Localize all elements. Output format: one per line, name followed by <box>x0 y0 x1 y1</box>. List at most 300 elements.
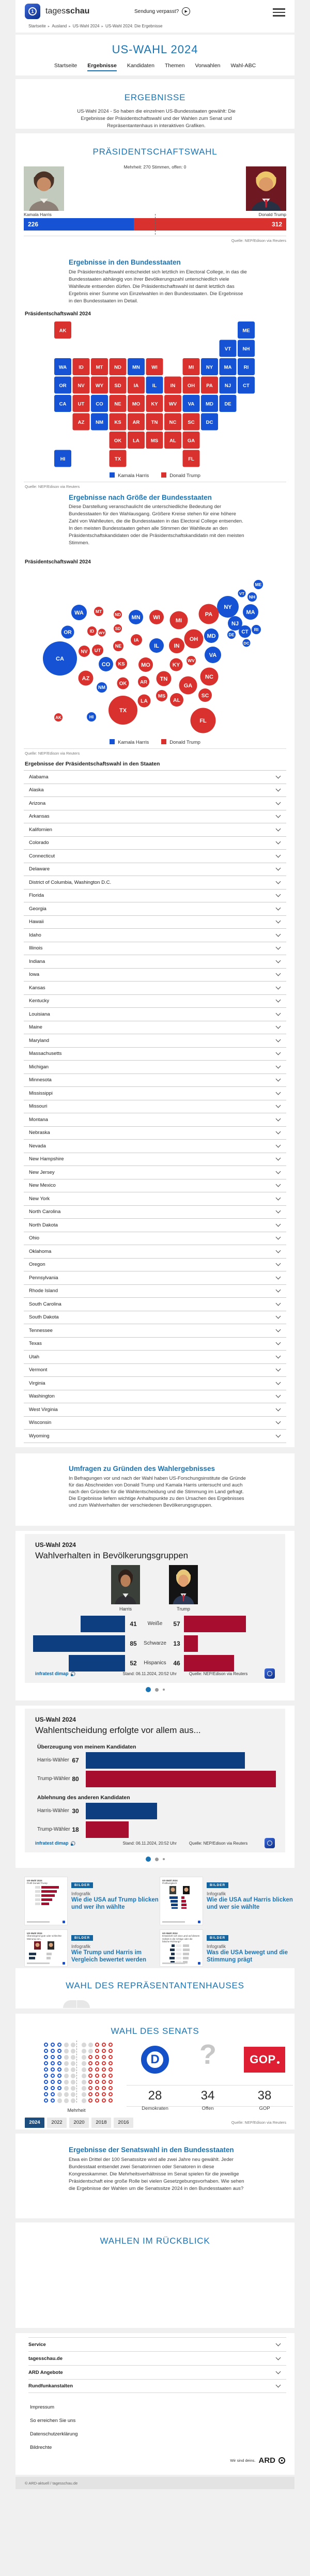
svg-text:WA: WA <box>58 364 67 371</box>
accordion-row-oklahoma[interactable] <box>24 1245 286 1259</box>
svg-text:WV: WV <box>188 658 195 664</box>
svg-text:CO: CO <box>101 661 111 668</box>
accordion-row-new-hampshire[interactable] <box>24 1153 286 1167</box>
accordion-row-washington[interactable] <box>24 1390 286 1404</box>
senate-seat-open <box>71 2074 75 2078</box>
svg-text:NM: NM <box>96 420 103 425</box>
senate-seat-gop <box>102 2098 106 2103</box>
trump-bar <box>184 1616 246 1632</box>
accordion-row-wisconsin[interactable] <box>24 1417 286 1430</box>
svg-text:MN: MN <box>131 614 141 621</box>
svg-text:NE: NE <box>114 401 121 407</box>
accordion-row-nebraska[interactable] <box>24 1127 286 1140</box>
footer-accordion-service[interactable] <box>28 2337 286 2351</box>
footer-links <box>30 2404 78 2458</box>
chevron-down-icon <box>276 866 281 871</box>
accordion-row-new-jersey[interactable] <box>24 1166 286 1179</box>
svg-text:OK: OK <box>114 438 122 444</box>
accordion-row-alaska[interactable] <box>24 784 286 798</box>
harris-column-label: Harris <box>119 1606 132 1612</box>
year-button-2020[interactable]: 2020 <box>69 2118 89 2128</box>
chevron-down-icon <box>276 1406 281 1411</box>
democrats-logo: D <box>141 2046 169 2074</box>
footer-accordion <box>28 2337 286 2393</box>
svg-text:RI: RI <box>243 364 249 371</box>
senate-seat-dem <box>57 2080 61 2084</box>
accordion-row-iowa[interactable] <box>24 969 286 982</box>
svg-text:MT: MT <box>95 609 102 615</box>
state-name: South Dakota <box>29 1314 59 1321</box>
senate-seat-dem <box>57 2074 61 2078</box>
senate-seat-open <box>82 2074 86 2078</box>
state-name: New Mexico <box>29 1183 56 1189</box>
ergebnisse-card <box>16 79 295 129</box>
footer-link-so-erreichen-sie-uns[interactable]: So erreichen Sie uns <box>30 2418 76 2424</box>
svg-text:CO: CO <box>96 401 103 407</box>
gop-count: 38 <box>236 2085 293 2107</box>
svg-text:AZ: AZ <box>82 675 90 682</box>
senate-seat-gop <box>109 2061 113 2065</box>
accordion-row-tennessee[interactable] <box>24 1324 286 1338</box>
senate-seat-open <box>71 2067 75 2072</box>
tab-themen[interactable]: Themen <box>164 63 185 69</box>
states-accordion <box>24 770 286 1443</box>
source-note: Quelle: NEP/Edison via Reuters <box>231 2120 286 2125</box>
carousel-dot[interactable] <box>163 1689 165 1691</box>
senate-heading: WAHL DES SENATS <box>111 2026 199 2036</box>
senate-seat-dem <box>44 2043 48 2047</box>
chevron-down-icon <box>276 958 281 963</box>
accordion-row-north-dakota[interactable] <box>24 1219 286 1232</box>
svg-text:GA: GA <box>187 438 195 444</box>
accordion-row-massachusetts[interactable] <box>24 1048 286 1061</box>
svg-text:MD: MD <box>207 633 216 639</box>
svg-text:LA: LA <box>141 698 148 704</box>
svg-text:OH: OH <box>189 636 198 642</box>
ard-logo-icon <box>265 1838 275 1848</box>
accordion-row-district-of-columbia-washington-d-c-[interactable] <box>24 876 286 890</box>
svg-text:MA: MA <box>224 364 232 371</box>
state-name: Illinois <box>29 945 43 952</box>
svg-text:NC: NC <box>205 673 213 680</box>
teaser-text[interactable] <box>207 1879 296 1911</box>
breadcrumb-item[interactable]: US-Wahl 2024 <box>72 24 100 28</box>
footer-accordion-ard-angebote[interactable] <box>28 2365 286 2379</box>
accordion-row-maryland[interactable] <box>24 1034 286 1048</box>
senate-seat-gop <box>109 2098 113 2103</box>
chevron-down-icon <box>276 787 281 792</box>
bilder-badge: BILDER <box>207 1882 228 1888</box>
harris-name: Kamala Harris <box>24 212 52 217</box>
chevron-down-icon <box>276 1367 281 1372</box>
source-note: Quelle: NEP/Edison via Reuters <box>189 1841 248 1846</box>
accordion-row-rhode-island[interactable] <box>24 1285 286 1298</box>
senate-seat-gop <box>102 2092 106 2096</box>
breadcrumb-item[interactable]: Ausland <box>52 24 67 28</box>
senate-seat-open <box>82 2092 86 2097</box>
trump-photo <box>246 166 286 211</box>
footer-accordion-rundfunkanstalten[interactable] <box>28 2379 286 2393</box>
svg-text:WA: WA <box>74 609 84 616</box>
tab-startseite[interactable]: Startseite <box>54 63 78 69</box>
accordion-row-kentucky[interactable] <box>24 995 286 1008</box>
svg-text:ND: ND <box>114 364 121 371</box>
accordion-row-louisiana[interactable] <box>24 1008 286 1021</box>
senate-seat-open <box>57 2092 62 2097</box>
svg-text:AR: AR <box>132 420 140 425</box>
copyright-bar <box>16 2477 295 2489</box>
carousel-dot[interactable] <box>146 1857 151 1862</box>
accordion-row-oregon[interactable] <box>24 1259 286 1272</box>
senate-seat-gop <box>88 2098 92 2103</box>
svg-text:KS: KS <box>114 420 121 425</box>
house-heading: WAHL DES REPRÄSENTANTENHAUSES <box>66 1981 244 1990</box>
chevron-down-icon <box>276 1235 281 1240</box>
chevron-down-icon <box>276 1050 281 1055</box>
chevron-down-icon <box>276 931 281 937</box>
svg-text:FL: FL <box>188 456 194 462</box>
carousel-dot[interactable] <box>155 1688 159 1692</box>
menu-button[interactable] <box>273 6 285 19</box>
senate-seat-gop <box>109 2080 113 2084</box>
reasons-card <box>16 1706 295 1868</box>
state-name: Colorado <box>29 840 49 846</box>
tab-wahl-abc[interactable]: Wahl-ABC <box>230 63 256 69</box>
accordion-row-alabama[interactable] <box>24 771 286 784</box>
accordion-row-south-carolina[interactable] <box>24 1298 286 1311</box>
reason-bar <box>86 1752 245 1769</box>
chevron-down-icon <box>276 1208 281 1214</box>
accordion-row-montana[interactable] <box>24 1113 286 1127</box>
sendung-verpasst-link[interactable] <box>134 7 190 16</box>
teaser-title[interactable]: Was die USA bewegt und die Stimmung prägt <box>207 1950 288 1963</box>
svg-text:MS: MS <box>158 693 166 699</box>
accordion-row-new-york[interactable] <box>24 1192 286 1206</box>
carousel-dot[interactable] <box>146 1687 151 1692</box>
teaser-thumbnail[interactable]: US-Wahl 2024 Profil Donald Trump <box>25 1877 67 1925</box>
accordion-row-maine[interactable] <box>24 1021 286 1035</box>
teaser-thumbnail[interactable]: US-Wahl 2024 Entwickelt sich das Land auf diesem Gebiet in die richtige oder die falsche Richtung? <box>160 1930 203 1966</box>
chevron-down-icon <box>276 1142 281 1147</box>
repraesentantenhaus-card <box>16 1968 295 2008</box>
svg-text:WI: WI <box>151 364 158 371</box>
senate-seat-gop <box>109 2092 113 2096</box>
state-name: Idaho <box>29 932 41 938</box>
accordion-row-new-mexico[interactable] <box>24 1179 286 1193</box>
senate-seat-gop <box>95 2080 99 2084</box>
chevron-down-icon <box>276 1248 281 1253</box>
chevron-down-icon <box>276 892 281 897</box>
accordion-row-idaho[interactable] <box>24 929 286 942</box>
svg-text:CT: CT <box>241 629 249 635</box>
breadcrumb-item[interactable]: US-Wahl 2024: Die Ergebnisse <box>105 24 163 28</box>
chevron-down-icon <box>276 984 281 989</box>
senate-seat-gop <box>88 2074 92 2078</box>
accordion-row-virginia[interactable] <box>24 1377 286 1390</box>
svg-text:LA: LA <box>133 438 140 444</box>
teaser-title[interactable]: Wie die USA auf Harris blicken und wer sie wählte <box>207 1897 293 1910</box>
state-name: Utah <box>29 1354 40 1360</box>
tab-kandidaten[interactable]: Kandidaten <box>127 63 154 69</box>
accordion-row-hawaii[interactable] <box>24 916 286 929</box>
year-button-2016[interactable]: 2016 <box>114 2118 133 2128</box>
accordion-row-kalifornien[interactable] <box>24 823 286 837</box>
senate-seat-open <box>88 2049 93 2053</box>
democrats-count: 28 <box>127 2085 183 2107</box>
map-section-heading: Ergebnisse in den Bundesstaaten <box>69 258 181 266</box>
accordion-row-georgia[interactable] <box>24 902 286 916</box>
ergebnisse-heading: ERGEBNISSE <box>124 93 186 102</box>
accordion-row-utah[interactable] <box>24 1351 286 1364</box>
svg-text:VA: VA <box>209 652 217 658</box>
accordion-row-indiana[interactable] <box>24 955 286 969</box>
accordion-row-michigan[interactable] <box>24 1061 286 1074</box>
svg-text:OH: OH <box>187 383 195 389</box>
state-name: Minnesota <box>29 1077 52 1083</box>
accordion-row-west-virginia[interactable] <box>24 1403 286 1417</box>
chevron-down-icon <box>276 2341 281 2346</box>
ard-claim-text: Wir sind deins. <box>230 2458 256 2463</box>
svg-text:VT: VT <box>239 591 244 596</box>
teaser-kicker: Infografik <box>71 1891 91 1896</box>
state-name: West Virginia <box>29 1406 58 1413</box>
svg-text:NE: NE <box>115 643 122 649</box>
senate-seat-dem <box>51 2061 55 2065</box>
reason-bar <box>86 1821 129 1838</box>
rueckblick-card <box>16 2222 295 2328</box>
electoral-bar[interactable] <box>24 218 286 231</box>
state-name: Connecticut <box>29 853 55 859</box>
senate-results-heading: Ergebnisse der Senatswahl in den Bundesstaaten <box>69 2146 234 2154</box>
chevron-down-icon <box>276 1261 281 1266</box>
state-name: North Carolina <box>29 1209 61 1215</box>
carousel-dot[interactable] <box>163 1858 165 1860</box>
svg-text:OK: OK <box>119 681 127 687</box>
accordion-row-colorado[interactable] <box>24 837 286 850</box>
chevron-down-icon <box>276 1379 281 1385</box>
teaser-title[interactable]: Wie Trump und Harris im Vergleich bewertet werden <box>71 1950 147 1963</box>
svg-text:KY: KY <box>151 401 158 407</box>
legend-item: Donald Trump <box>161 739 200 745</box>
state-name: Washington <box>29 1393 55 1400</box>
svg-text:IL: IL <box>154 642 159 649</box>
state-name: Oklahoma <box>29 1248 52 1254</box>
bilder-badge: BILDER <box>207 1935 228 1941</box>
chevron-down-icon <box>276 1182 281 1187</box>
accordion-row-missouri[interactable] <box>24 1100 286 1114</box>
footer-accordion-label: Rundfunkanstalten <box>28 2383 73 2389</box>
senate-seat-gop <box>88 2092 92 2096</box>
accordion-row-south-dakota[interactable] <box>24 1311 286 1325</box>
state-name: Pennsylvania <box>29 1275 58 1281</box>
senate-seat-gop <box>109 2074 113 2078</box>
tab-vorwahlen[interactable]: Vorwahlen <box>195 63 221 69</box>
category-label: Hispanics <box>144 1660 166 1666</box>
row-value: 67 <box>72 1757 79 1764</box>
open-label: Offen <box>202 2106 214 2111</box>
harris-photo <box>24 166 64 211</box>
svg-text:NJ: NJ <box>231 620 239 627</box>
brand-logo-link[interactable] <box>25 4 89 19</box>
trump-column-label: Trump <box>177 1606 190 1612</box>
bubble-legend <box>16 739 295 745</box>
senate-majority-label: Mehrheit <box>67 2108 86 2113</box>
teaser-thumbnail[interactable]: US-Wahl 2024 Überwiegend gute oder schlechte Meinung von... <box>25 1930 67 1966</box>
senate-seat-open <box>71 2061 75 2066</box>
state-name: Tennessee <box>29 1327 53 1333</box>
carousel-dot[interactable] <box>155 1858 159 1861</box>
senate-seat-dem <box>57 2043 61 2047</box>
group-label: Ablehnung des anderen Kandidaten <box>37 1795 130 1801</box>
year-filter <box>25 2117 136 2128</box>
senate-seat-dem <box>51 2043 55 2047</box>
chevron-down-icon <box>276 1432 281 1437</box>
svg-text:SD: SD <box>114 383 121 389</box>
chevron-down-icon <box>276 918 281 924</box>
reasons-module <box>25 1709 285 1852</box>
accordion-row-ohio[interactable] <box>24 1232 286 1246</box>
accordion-row-nevada[interactable] <box>24 1140 286 1153</box>
senate-seat-dem <box>44 2098 48 2103</box>
page-title: US-WAHL 2024 <box>112 43 198 56</box>
accordion-row-vermont[interactable] <box>24 1364 286 1377</box>
chevron-down-icon <box>276 1221 281 1226</box>
senate-seat-chart[interactable] <box>44 2043 116 2105</box>
state-name: Arkansas <box>29 814 50 820</box>
state-name: Montana <box>29 1116 48 1123</box>
chevron-down-icon <box>276 1314 281 1319</box>
senate-majority-line <box>76 2041 77 2103</box>
accordion-row-minnesota[interactable] <box>24 1074 286 1087</box>
senate-seat-open <box>88 2043 93 2047</box>
svg-text:CA: CA <box>56 655 64 662</box>
senate-seat-dem <box>44 2092 48 2096</box>
state-name: District of Columbia, Washington D.C. <box>29 879 112 885</box>
chevron-down-icon <box>276 879 281 884</box>
senate-seat-open <box>82 2080 86 2084</box>
senatswahl-card <box>16 2134 295 2218</box>
legend-item: Kamala Harris <box>110 739 149 745</box>
svg-text:ND: ND <box>115 612 121 617</box>
senate-seat-gop <box>102 2055 106 2059</box>
accordion-row-texas[interactable] <box>24 1338 286 1351</box>
state-name: Kansas <box>29 985 45 991</box>
harris-bar <box>81 1616 125 1632</box>
tab-ergebnisse[interactable]: Ergebnisse <box>87 63 117 71</box>
harris-bar <box>33 1635 126 1652</box>
harris-value: 41 <box>130 1620 137 1628</box>
house-chart-fragment <box>63 2000 90 2008</box>
infografik-teasers <box>16 1876 295 1967</box>
senate-seat-dem <box>44 2067 48 2072</box>
footer-accordion-tagesschau-de[interactable] <box>28 2351 286 2365</box>
senate-seat-open <box>64 2098 69 2103</box>
chevron-down-icon <box>276 826 281 831</box>
teaser-text[interactable] <box>71 1932 160 1964</box>
chevron-down-icon <box>276 1156 281 1161</box>
accordion-row-kansas[interactable] <box>24 982 286 995</box>
senate-seat-open <box>82 2055 86 2060</box>
row-label: Trump-Wähler <box>37 1827 70 1832</box>
accordion-row-connecticut[interactable] <box>24 850 286 863</box>
footer-link-bildrechte[interactable]: Bildrechte <box>30 2445 52 2450</box>
svg-text:AK: AK <box>59 328 67 334</box>
row-label: Harris-Wähler <box>37 1757 69 1763</box>
svg-text:AL: AL <box>173 697 180 703</box>
footer-link-impressum[interactable]: Impressum <box>30 2404 54 2410</box>
state-name: Rhode Island <box>29 1288 58 1294</box>
accordion-row-arkansas[interactable] <box>24 810 286 824</box>
us-states-bubble-chart[interactable] <box>16 566 295 737</box>
teaser-thumbnail[interactable]: US-Wahl 2024 Profilvergleich <box>160 1877 203 1925</box>
accordion-row-delaware[interactable] <box>24 863 286 877</box>
svg-text:OR: OR <box>64 630 72 636</box>
praesidentschaftswahl-heading: PRÄSIDENTSCHAFTSWAHL <box>92 147 218 157</box>
svg-text:NH: NH <box>242 346 250 352</box>
open-count: 34 <box>179 2085 236 2107</box>
accordion-row-arizona[interactable] <box>24 797 286 810</box>
senate-seat-open <box>64 2043 69 2047</box>
state-name: Alabama <box>29 774 49 780</box>
footer-link-datenschutzerkl-rung[interactable]: Datenschutzerklärung <box>30 2431 78 2437</box>
chevron-down-icon <box>276 800 281 805</box>
accordion-row-illinois[interactable] <box>24 942 286 956</box>
accordion-row-wyoming[interactable] <box>24 1430 286 1443</box>
chevron-down-icon <box>276 1010 281 1016</box>
source-note: Quelle: NEP/Edison via Reuters <box>25 751 80 756</box>
year-button-2024[interactable]: 2024 <box>25 2118 44 2128</box>
senate-seat-open <box>71 2049 75 2053</box>
year-button-2018[interactable]: 2018 <box>91 2118 111 2128</box>
svg-text:NC: NC <box>169 420 177 425</box>
praesidentschaftswahl-card <box>16 133 295 1447</box>
svg-text:MI: MI <box>175 617 182 624</box>
tagesschau-logo-icon: 1 <box>25 4 40 19</box>
svg-text:CA: CA <box>59 401 67 407</box>
senate-seat-dem <box>57 2086 61 2090</box>
senate-seat-dem <box>57 2055 61 2059</box>
teaser-text[interactable] <box>71 1879 160 1911</box>
accordion-row-mississippi[interactable] <box>24 1087 286 1100</box>
footer-accordion-label: ARD Angebote <box>28 2369 63 2375</box>
infratest-dimap-logo: infratest dimap <box>35 1841 75 1846</box>
us-states-map[interactable] <box>54 321 256 468</box>
teaser-title[interactable]: Wie die USA auf Trump blicken und wer ihn wählte <box>71 1897 159 1910</box>
year-button-2022[interactable]: 2022 <box>47 2118 67 2128</box>
demographics-card <box>16 1531 295 1700</box>
play-icon: ▶ <box>182 7 190 16</box>
svg-text:DE: DE <box>228 632 235 637</box>
header <box>16 0 295 33</box>
chevron-down-icon <box>276 1353 281 1358</box>
state-name: Maine <box>29 1024 42 1031</box>
breadcrumb-item[interactable]: Startseite <box>28 24 46 28</box>
democrats-label: Demokraten <box>142 2106 168 2111</box>
accordion-row-pennsylvania[interactable] <box>24 1271 286 1285</box>
accordion-row-florida[interactable] <box>24 890 286 903</box>
senate-seat-gop <box>95 2061 99 2065</box>
trump-bar <box>184 1635 198 1652</box>
senate-seat-open <box>82 2043 86 2047</box>
map-section-text: Die Präsidentschaftswahl entscheidet sich letztlich im Electoral College, in das die Bundesstaaten abhängig von ihrer Bevölkerungszahl unterschiedlich viele Wahlleute entsenden dürfen. Die Präsidentschaftswahl ist damit letztlich das Ergebnis einer Summe von Einzelwahlen in den Bundesstaaten. Die Ergebnisse in den Bundesstaaten im Detail. <box>69 269 247 304</box>
state-name: Georgia <box>29 906 47 912</box>
divider <box>24 748 286 749</box>
accordion-row-north-carolina[interactable] <box>24 1206 286 1219</box>
teaser-text[interactable] <box>207 1932 296 1964</box>
chevron-down-icon <box>276 1340 281 1345</box>
svg-text:DC: DC <box>243 640 250 646</box>
state-name: Hawaii <box>29 919 44 925</box>
